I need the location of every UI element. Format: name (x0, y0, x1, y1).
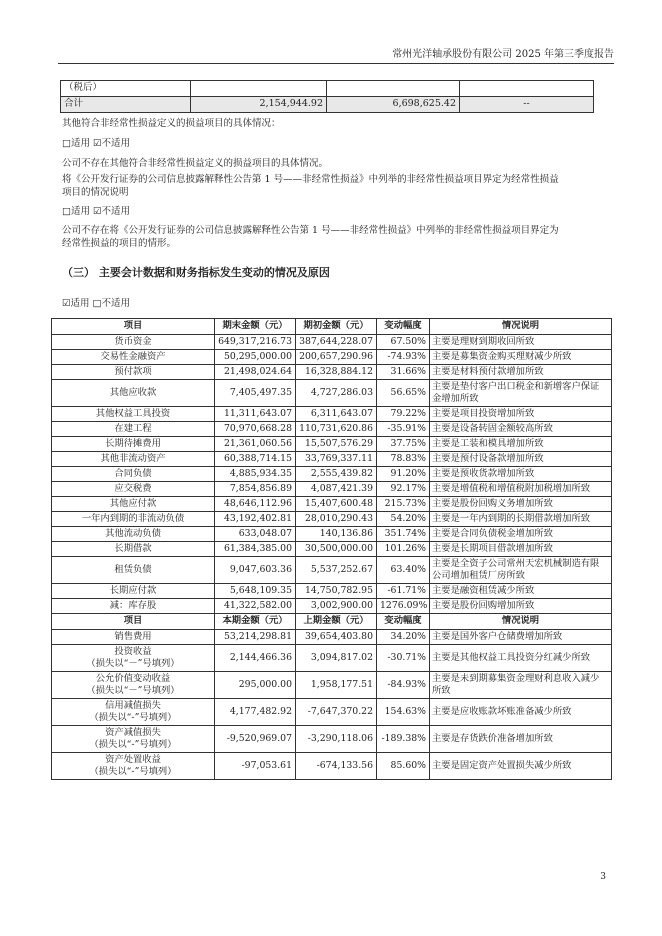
table-header-row (52, 614, 612, 630)
table-row (52, 542, 612, 557)
row-explanation: 主要是固定资产处置损失减少所致 (430, 753, 612, 780)
row-value: 50,295,000.00 (215, 350, 296, 365)
row-item-name: 投资收益 （损失以“－”号填列） (52, 645, 215, 672)
table-row (52, 452, 612, 467)
row-value: 31.66% (377, 365, 430, 380)
row-value: -9,520,969.07 (215, 726, 296, 753)
row-item-name: 应交税费 (52, 482, 215, 497)
row-value: 16,328,884.12 (296, 365, 377, 380)
row-explanation: 主要是募集资金购买理财减少所致 (430, 350, 612, 365)
row-explanation: 主要是预付设备款增加所致 (430, 452, 612, 467)
row-value: 21,361,060.56 (215, 437, 296, 452)
table-row (52, 407, 612, 422)
row-value: -84.93% (377, 672, 430, 699)
row-value: 7,405,497.35 (215, 380, 296, 407)
column-header: 本期金额（元） (215, 614, 296, 630)
header-divider (58, 63, 614, 64)
row-value: 7,854,856.89 (215, 482, 296, 497)
row-explanation: 主要是股份回购义务增加所致 (430, 497, 612, 512)
row-item-name: 在建工程 (52, 422, 215, 437)
page-number: 3 (600, 872, 606, 882)
column-header: 变动幅度 (377, 319, 430, 335)
table-row (52, 672, 612, 699)
row-value: 387,644,228.07 (296, 335, 377, 350)
row-value: 63.40% (377, 557, 430, 584)
row-value: 215.73% (377, 497, 430, 512)
row-explanation: 主要是合同负债税金增加所致 (430, 527, 612, 542)
row-value: 53,214,298.81 (215, 630, 296, 645)
column-header: 期末金额（元） (215, 319, 296, 335)
row-value: 15,507,576.29 (296, 437, 377, 452)
row-value: 5,537,252.67 (296, 557, 377, 584)
row-value: -30.71% (377, 645, 430, 672)
row-value: 92.17% (377, 482, 430, 497)
row-explanation: 主要是一年内到期的长期借款增加所致 (430, 512, 612, 527)
row-explanation: 主要是其他权益工具投资分红减少所致 (430, 645, 612, 672)
row-explanation: 主要是融资租赁减少所致 (430, 584, 612, 599)
column-header: 情况说明 (430, 614, 612, 630)
applicable-checkbox-line: □适用 ☑不适用 (62, 206, 131, 217)
row-value: 4,087,421.39 (296, 482, 377, 497)
row-item-name: 其他应收款 (52, 380, 215, 407)
row-item-name: 其他流动负债 (52, 527, 215, 542)
row-value: 21,498,024.64 (215, 365, 296, 380)
row-value: 91.20% (377, 467, 430, 482)
row-item-name: 销售费用 (52, 630, 215, 645)
row-value: 43,192,402.81 (215, 512, 296, 527)
table-row (52, 699, 612, 726)
row-value: 34.20% (377, 630, 430, 645)
top-table-row (61, 97, 594, 113)
top-table-cell: （税后） (61, 81, 191, 97)
row-explanation: 主要是设备转固金额较高所致 (430, 422, 612, 437)
column-header: 上期金额（元） (296, 614, 377, 630)
row-value: 30,500,000.00 (296, 542, 377, 557)
row-explanation: 主要是长期项目借款增加所致 (430, 542, 612, 557)
row-explanation: 主要是全资子公司常州天宏机械制造有限公司增加租赁厂房所致 (430, 557, 612, 584)
top-table-cell (460, 81, 594, 97)
row-item-name: 公允价值变动收益 （损失以“－”号填列） (52, 672, 215, 699)
row-value: -3,290,118.06 (296, 726, 377, 753)
row-value: 110,731,620.86 (296, 422, 377, 437)
paragraph: 其他符合非经常性损益定义的损益项目的具体情况： (62, 118, 281, 129)
row-value: 6,311,643.07 (296, 407, 377, 422)
row-value: 78.83% (377, 452, 430, 467)
row-value: 60,388,714.15 (215, 452, 296, 467)
row-explanation: 主要是材料预付款增加所致 (430, 365, 612, 380)
row-item-name: 其他应付款 (52, 497, 215, 512)
row-item-name: 一年内到期的非流动负债 (52, 512, 215, 527)
row-value: 11,311,643.07 (215, 407, 296, 422)
top-table-cell: 6,698,625.42 (327, 97, 460, 113)
table-row (52, 467, 612, 482)
row-value: 4,177,482.92 (215, 699, 296, 726)
top-table (60, 80, 594, 113)
row-value: 33,769,337.11 (296, 452, 377, 467)
section-title: （三） 主要会计数据和财务指标发生变动的情况及原因 (62, 266, 330, 279)
row-explanation: 主要是理财到期收回所致 (430, 335, 612, 350)
table-row (52, 437, 612, 452)
table-row (52, 512, 612, 527)
row-value: -189.38% (377, 726, 430, 753)
row-item-name: 资产减值损失 （损失以“-”号填列） (52, 726, 215, 753)
row-value: 67.50% (377, 335, 430, 350)
row-value: -674,133.56 (296, 753, 377, 780)
column-header: 情况说明 (430, 319, 612, 335)
row-value: 85.60% (377, 753, 430, 780)
paragraph: 经常性损益的项目的情形。 (62, 238, 177, 249)
row-value: 351.74% (377, 527, 430, 542)
table-row (52, 380, 612, 407)
table-row (52, 482, 612, 497)
column-header: 变动幅度 (377, 614, 430, 630)
row-value: 9,047,603.36 (215, 557, 296, 584)
row-explanation: 主要是增值税和增值税附加税增加所致 (430, 482, 612, 497)
row-value: 37.75% (377, 437, 430, 452)
row-value: 61,384,385.00 (215, 542, 296, 557)
top-table-cell (327, 81, 460, 97)
table-row (52, 599, 612, 614)
row-item-name: 预付款项 (52, 365, 215, 380)
row-item-name: 减：库存股 (52, 599, 215, 614)
row-item-name: 其他非流动资产 (52, 452, 215, 467)
column-header: 期初金额（元） (296, 319, 377, 335)
row-explanation: 主要是存货跌价准备增加所致 (430, 726, 612, 753)
row-explanation: 主要是项目投资增加所致 (430, 407, 612, 422)
row-value: 28,010,290.43 (296, 512, 377, 527)
row-value: 2,144,466.36 (215, 645, 296, 672)
row-explanation: 主要是国外客户仓储费增加所致 (430, 630, 612, 645)
table-row (52, 645, 612, 672)
row-value: 1276.09% (377, 599, 430, 614)
table-row (52, 497, 612, 512)
row-value: 140,136.86 (296, 527, 377, 542)
row-item-name: 长期借款 (52, 542, 215, 557)
row-item-name: 租赁负债 (52, 557, 215, 584)
row-explanation: 主要是应收账款坏账准备减少所致 (430, 699, 612, 726)
table-row (52, 753, 612, 780)
paragraph: 将《公开发行证券的公司信息披露解释性公告第 1 号——非经常性损益》中列举的非经常性损益项目界定为经常性损益 (62, 174, 559, 185)
row-item-name: 长期应付款 (52, 584, 215, 599)
row-item-name: 交易性金融资产 (52, 350, 215, 365)
row-value: -97,053.61 (215, 753, 296, 780)
paragraph: 项目的情况说明 (62, 187, 129, 198)
row-value: 39,654,403.80 (296, 630, 377, 645)
row-value: 2,555,439.82 (296, 467, 377, 482)
row-value: 54.20% (377, 512, 430, 527)
table-row (52, 350, 612, 365)
row-value: 14,750,782.95 (296, 584, 377, 599)
row-value: 56.65% (377, 380, 430, 407)
row-value: 3,094,817.02 (296, 645, 377, 672)
row-explanation: 主要是预收货款增加所致 (430, 467, 612, 482)
column-header: 项目 (52, 319, 215, 335)
row-value: 41,322,582.00 (215, 599, 296, 614)
row-value: 15,407,600.48 (296, 497, 377, 512)
row-item-name: 信用减值损失 （损失以“-”号填列） (52, 699, 215, 726)
row-explanation: 主要是股份回购增加所致 (430, 599, 612, 614)
row-item-name: 合同负债 (52, 467, 215, 482)
table-row (52, 335, 612, 350)
row-explanation: 主要是工装和模具增加所致 (430, 437, 612, 452)
row-value: 48,646,112.96 (215, 497, 296, 512)
row-value: 3,002,900.00 (296, 599, 377, 614)
paragraph: 公司不存在将《公开发行证券的公司信息披露解释性公告第 1 号——非经常性损益》中列举的非经常性损益项目界定为 (62, 225, 559, 236)
table-row (52, 630, 612, 645)
change-table (51, 318, 612, 780)
row-value: 79.22% (377, 407, 430, 422)
row-value: -35.91% (377, 422, 430, 437)
row-value: 200,657,290.96 (296, 350, 377, 365)
row-value: 70,970,668.28 (215, 422, 296, 437)
row-value: 4,885,934.35 (215, 467, 296, 482)
row-item-name: 长期待摊费用 (52, 437, 215, 452)
row-item-name: 资产处置收益 （损失以“-”号填列） (52, 753, 215, 780)
table-row (52, 726, 612, 753)
top-table-cell: 合计 (61, 97, 191, 113)
row-explanation: 主要是垫付客户出口税金和新增客户保证金增加所致 (430, 380, 612, 407)
table-row (52, 557, 612, 584)
row-value: 154.63% (377, 699, 430, 726)
top-table-cell: -- (460, 97, 594, 113)
row-value: -7,647,370.22 (296, 699, 377, 726)
row-value: 633,048.07 (215, 527, 296, 542)
row-item-name: 货币资金 (52, 335, 215, 350)
row-value: 5,648,109.35 (215, 584, 296, 599)
top-table-cell (191, 81, 327, 97)
row-value: -74.93% (377, 350, 430, 365)
applicable-checkbox-line: ☑适用 □不适用 (62, 298, 131, 309)
applicable-checkbox-line: □适用 ☑不适用 (62, 138, 131, 149)
row-value: 1,958,177.51 (296, 672, 377, 699)
table-row (52, 422, 612, 437)
row-value: -61.71% (377, 584, 430, 599)
page-header-title: 常州光洋轴承股份有限公司 2025 年第三季度报告 (392, 49, 614, 60)
row-value: 649,317,216.73 (215, 335, 296, 350)
row-value: 101.26% (377, 542, 430, 557)
top-table-row (61, 81, 594, 97)
table-row (52, 527, 612, 542)
top-table-cell: 2,154,944.92 (191, 97, 327, 113)
table-header-row (52, 319, 612, 335)
row-explanation: 主要是未到期募集资金理财利息收入减少所致 (430, 672, 612, 699)
row-item-name: 其他权益工具投资 (52, 407, 215, 422)
paragraph: 公司不存在其他符合非经常性损益定义的损益项目的具体情况。 (62, 158, 329, 169)
row-value: 295,000.00 (215, 672, 296, 699)
column-header: 项目 (52, 614, 215, 630)
table-row (52, 584, 612, 599)
table-row (52, 365, 612, 380)
row-value: 4,727,286.03 (296, 380, 377, 407)
